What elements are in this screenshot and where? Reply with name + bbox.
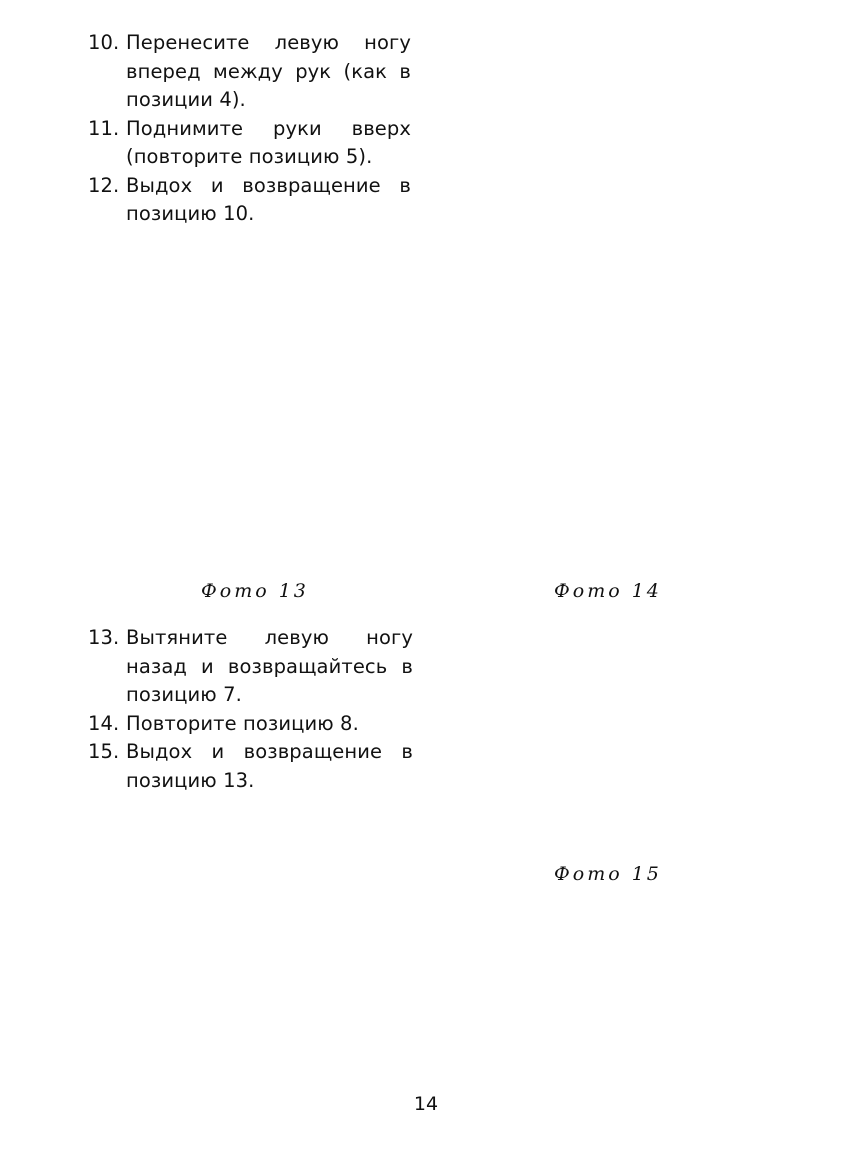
step-number: 11.: [88, 116, 120, 140]
instruction-step-13: [88, 624, 413, 710]
photo-caption-13: Фото 13: [201, 580, 309, 602]
step-text: Повторите позицию 8.: [126, 711, 359, 735]
photo-caption-15: Фото 15: [554, 863, 662, 885]
step-number: 10.: [88, 31, 120, 54]
instruction-step-12: [88, 172, 411, 229]
instruction-step-11: [88, 115, 411, 172]
instruction-step-10: [88, 29, 411, 115]
step-text: Выдох и возвращение в позицию 13.: [126, 740, 413, 792]
instruction-step-14: [88, 710, 413, 739]
step-number: 12.: [88, 173, 120, 197]
step-text: Поднимите руки вверх (повторите позицию 5).: [126, 116, 411, 168]
step-text: Вытяните левую ногу назад и возвращайтесь в позицию 7.: [126, 626, 413, 706]
instruction-list-part-1: [88, 29, 411, 229]
step-text: Перенесите левую ногу вперед между рук (как в позиции 4).: [126, 31, 411, 111]
photo-caption-14: Фото 14: [554, 580, 662, 602]
step-number: 15.: [88, 740, 120, 763]
instruction-step-15: [88, 738, 413, 795]
step-text: Выдох и возвращение в позицию 10.: [126, 173, 411, 225]
step-number: 13.: [88, 626, 120, 649]
page-number: 14: [413, 1093, 439, 1115]
step-number: 14.: [88, 711, 120, 735]
instruction-list-part-2: [88, 624, 413, 795]
